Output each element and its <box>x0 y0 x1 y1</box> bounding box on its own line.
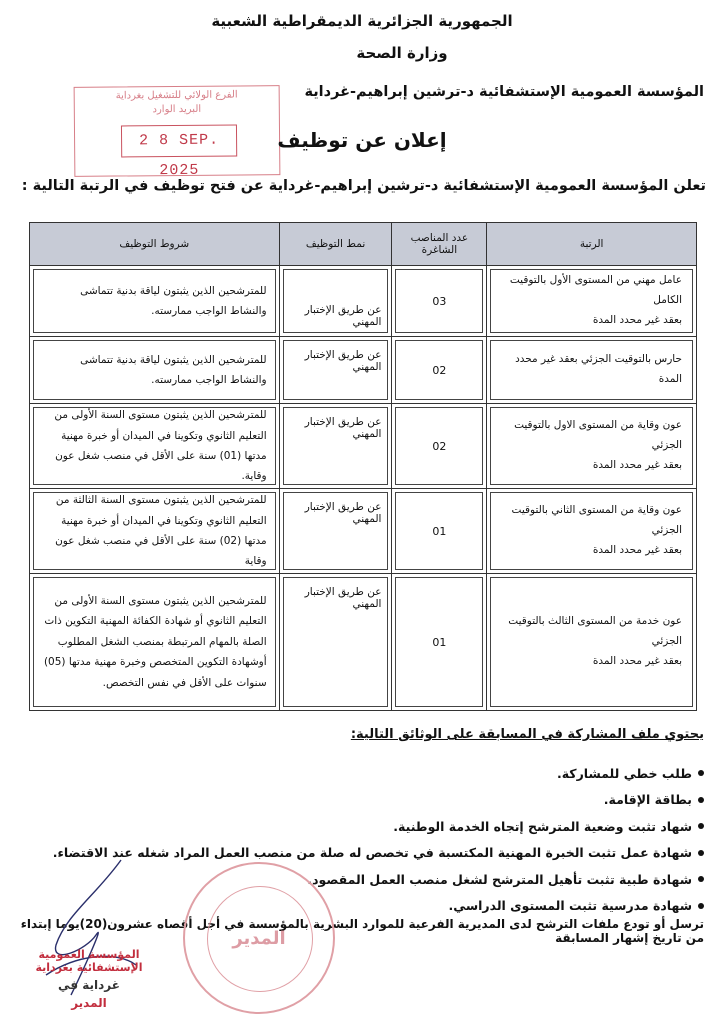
conditions-cell: للمترشحين الذين يثبتون مستوى السنة الثالثة من التعليم الثانوي وتكوينا في الميدان أو خبرة مهنية مدتها (02) سنة على الأقل في منصب شغل عون وقاية <box>33 492 276 570</box>
signature-title: المدير <box>71 996 107 1010</box>
header-rank: الرتبة <box>487 223 697 266</box>
rank-line-1: حارس بالتوقيت الجزئي بعقد غير محدد المدة <box>515 353 682 385</box>
document-item: شهادة عمل تثبت الخبرة المهنية المكتسبة في تخصص له صلة من منصب العمل المراد شغله عند الاقتضاء. <box>52 845 692 861</box>
table-row <box>30 574 697 711</box>
count-cell: 03 <box>395 269 483 333</box>
bullet-icon <box>698 876 704 882</box>
table-row <box>30 404 697 489</box>
stamp-line-2: البريد الوارد <box>152 103 202 116</box>
mode-cell: عن طريق الإختبار المهني <box>283 492 389 570</box>
table-row <box>30 266 697 337</box>
count-cell: 02 <box>395 407 483 485</box>
conditions-cell: للمترشحين الذين يثبتون مستوى السنة الأولى من التعليم الثانوي وتكوينا في الميدان أو خبرة مهنية مدتها (01) سنة على الأقل في منصب شغل عون وقاية. <box>33 407 276 485</box>
institution-header: المؤسسة العمومية الإستشفائية د-ترشين إبراهيم-غرداية <box>304 84 704 100</box>
rank-line-1: عون وقاية من المستوى الثاني بالتوقيت الجزئي <box>511 504 682 537</box>
count-cell: 01 <box>395 492 483 570</box>
document-item: طلب خطي للمشاركة. <box>556 765 692 781</box>
rank-line-1: عامل مهني من المستوى الأول بالتوقيت الكامل <box>509 274 682 307</box>
header-mode: نمط التوظيف <box>279 223 392 266</box>
bullet-icon <box>698 797 704 803</box>
ministry-header: وزارة الصحة <box>356 44 448 62</box>
document-item: شهاد تثبت وضعية المترشح إتجاه الخدمة الوطنية. <box>393 818 692 834</box>
republic-header: الجمهورية الجزائرية الديمقراطية الشعبية <box>211 12 513 30</box>
header-conditions: شروط التوظيف <box>30 223 280 266</box>
mode-cell: عن طريق الإختبار المهني <box>283 407 389 485</box>
rank-line-2: بعقد غير محدد المدة <box>592 313 682 326</box>
document-item: شهادة طبية تثبت تأهيل المترشح لشغل منصب العمل المقصود. <box>307 871 692 887</box>
signature-place: غرداية في <box>58 978 120 992</box>
stamp-line-1: الفرع الولائي للتشغيل بغرداية <box>115 89 238 102</box>
rank-line-1: عون خدمة من المستوى الثالث بالتوقيت الجزئي <box>508 615 682 648</box>
rank-line-2: بعقد غير محدد المدة <box>592 654 682 667</box>
stamp-date: 2 8 SEP. 2025 <box>121 124 237 157</box>
signature-institution: المؤسسة العمومية الإستشفائية بغرداية <box>35 948 143 974</box>
table-header-row <box>30 223 697 266</box>
bullet-icon <box>698 823 704 829</box>
seal-center-text: المدير <box>232 928 286 949</box>
document-item: بطاقة الإقامة. <box>603 792 692 808</box>
list-item <box>53 813 704 840</box>
count-cell: 01 <box>395 577 483 707</box>
mode-cell: عن طريق الإختبار المهني <box>283 340 389 400</box>
document-item: شهادة مدرسية تثبت المستوى الدراسي. <box>448 898 692 914</box>
page-title: إعلان عن توظيف <box>277 128 447 152</box>
documents-title: يحتوي ملف المشاركة في المسابقة على الوثائق التالية: <box>350 727 704 742</box>
signature-block <box>14 948 164 1010</box>
table-row <box>30 489 697 574</box>
list-item <box>53 787 704 814</box>
table-row <box>30 337 697 404</box>
count-cell: 02 <box>395 340 483 400</box>
list-item <box>53 760 704 787</box>
round-seal-stamp <box>183 862 335 1014</box>
bullet-icon <box>698 770 704 776</box>
positions-table <box>29 222 697 711</box>
header-count: عدد المناصب الشاغرة <box>392 223 487 266</box>
conditions-cell: للمترشحين الذين يثبتون مستوى السنة الأولى من التعليم الثانوي أو شهادة الكفائة المهنية التكوين ذات الصلة بالمهام المرتبطة بمنصب الشغل المطلوب أوشهادة التكوين المتخصص وخبرة مهنية مدتها (05) سنوات على الأقل في نفس التخصص. <box>33 577 276 707</box>
conditions-cell: للمترشحين الذين يثبتون لياقة بدنية تتماشى والنشاط الواجب ممارسته. <box>33 340 276 400</box>
rank-line-2: بعقد غير محدد المدة <box>592 458 682 471</box>
conditions-cell: للمترشحين الذين يثبتون لياقة بدنية تتماشى والنشاط الواجب ممارسته. <box>33 269 276 333</box>
rank-line-1: عون وقاية من المستوى الاول بالتوقيت الجزئي <box>514 419 682 452</box>
intro-text: تعلن المؤسسة العمومية الإستشفائية د-ترشين إبراهيم-غرداية عن فتح توظيف في الرتبة التالية : <box>21 178 706 194</box>
bullet-icon <box>698 850 704 856</box>
mode-cell: عن طريق الإختبار المهني <box>283 269 389 333</box>
mode-cell: عن طريق الإختبار المهني <box>283 577 389 707</box>
rank-line-2: بعقد غير محدد المدة <box>592 543 682 556</box>
bullet-icon <box>698 903 704 909</box>
submission-note: ترسل أو تودع ملفات الترشح لدى المديرية الفرعية للموارد البشرية بالمؤسسة في أجل أقصاه عشرون(20)يوما إبتداء من تاريخ إشهار المسابقة <box>20 917 704 945</box>
